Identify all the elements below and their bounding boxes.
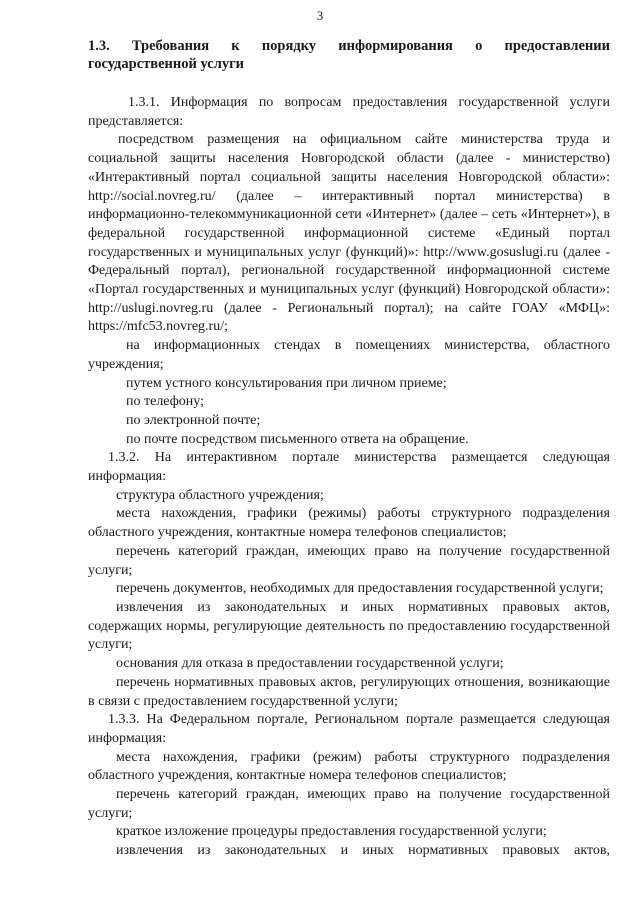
paragraph-1-3-1: 1.3.1. Информация по вопросам предоставления государственной услуги представляется: <box>88 95 610 129</box>
list-item-structure: структура областного учреждения; <box>116 487 324 503</box>
paragraph-email: по электронной почте; <box>126 412 261 428</box>
list-item-categories-2: перечень категорий граждан, имеющих право на получение государственной услуги; <box>88 787 610 821</box>
list-item-procedure-summary: краткое изложение процедуры предоставления государственной услуги; <box>116 824 547 840</box>
paragraph-mail: по почте посредством письменного ответа на обращение. <box>126 431 469 447</box>
paragraph-official-site: посредством размещения на официальном сайте министерства труда и социальной защиты населения Новгородской области (далее - министерство) «Интерактивный портал социальной защиты населения Новгородской области»: http://social.novreg.ru/ (далее – интерактивный портал министерства) в информационно-телекоммуникационной сети «Интернет» (далее – сеть «Интернет»), в федеральной государственной информационной системе «Единый портал государственных и муниципальных услуг (функций)»: http://www.gosuslugi.ru (далее - Федеральный портал), региональной государственной информационной системе «Портал государственных и муниципальных услуг (функций) Новгородской области»: http://uslugi.novreg.ru (далее - Региональный портал); на сайте ГОАУ «МФЦ»: https://mfc53.novreg.ru/; <box>88 132 610 335</box>
paragraph-info-stands: на информационных стендах в помещениях министерства, областного учреждения; <box>88 338 610 372</box>
section-heading: 1.3. Требования к порядку информирования о предоставлении государственной услуги <box>88 38 610 72</box>
paragraph-1-3-3: 1.3.3. На Федеральном портале, Региональном портале размещается следующая информация: <box>88 712 610 746</box>
paragraph-oral-consult: путем устного консультирования при личном приеме; <box>126 375 447 391</box>
page-number: 3 <box>316 8 324 23</box>
list-item-documents: перечень документов, необходимых для предоставления государственной услуги; <box>116 581 604 597</box>
list-item-refusal-grounds: основания для отказа в предоставлении государственной услуги; <box>116 656 504 672</box>
paragraph-1-3-2: 1.3.2. На интерактивном портале министерства размещается следующая информация: <box>88 450 610 485</box>
list-item-extracts: извлечения из законодательных и иных нормативных правовых актов, содержащих нормы, регулирующие деятельность по предоставлению государственной услуги; <box>88 599 610 653</box>
paragraph-phone: по телефону; <box>126 394 204 410</box>
list-item-categories: перечень категорий граждан, имеющих право на получение государственной услуги; <box>88 543 610 578</box>
list-item-locations: места нахождения, графики (режимы) работы структурного подразделения областного учреждения, контактные номера телефонов специалистов; <box>88 506 610 541</box>
list-item-locations-2: места нахождения, графики (режим) работы структурного подразделения областного учреждения, контактные номера телефонов специалистов; <box>88 749 610 784</box>
list-item-legal-acts: перечень нормативных правовых актов, регулирующих отношения, возникающие в связи с предоставлением государственной услуги; <box>88 674 610 709</box>
list-item-extracts-2: извлечения из законодательных и иных нормативных правовых актов, <box>116 843 610 859</box>
document-body <box>88 94 610 861</box>
